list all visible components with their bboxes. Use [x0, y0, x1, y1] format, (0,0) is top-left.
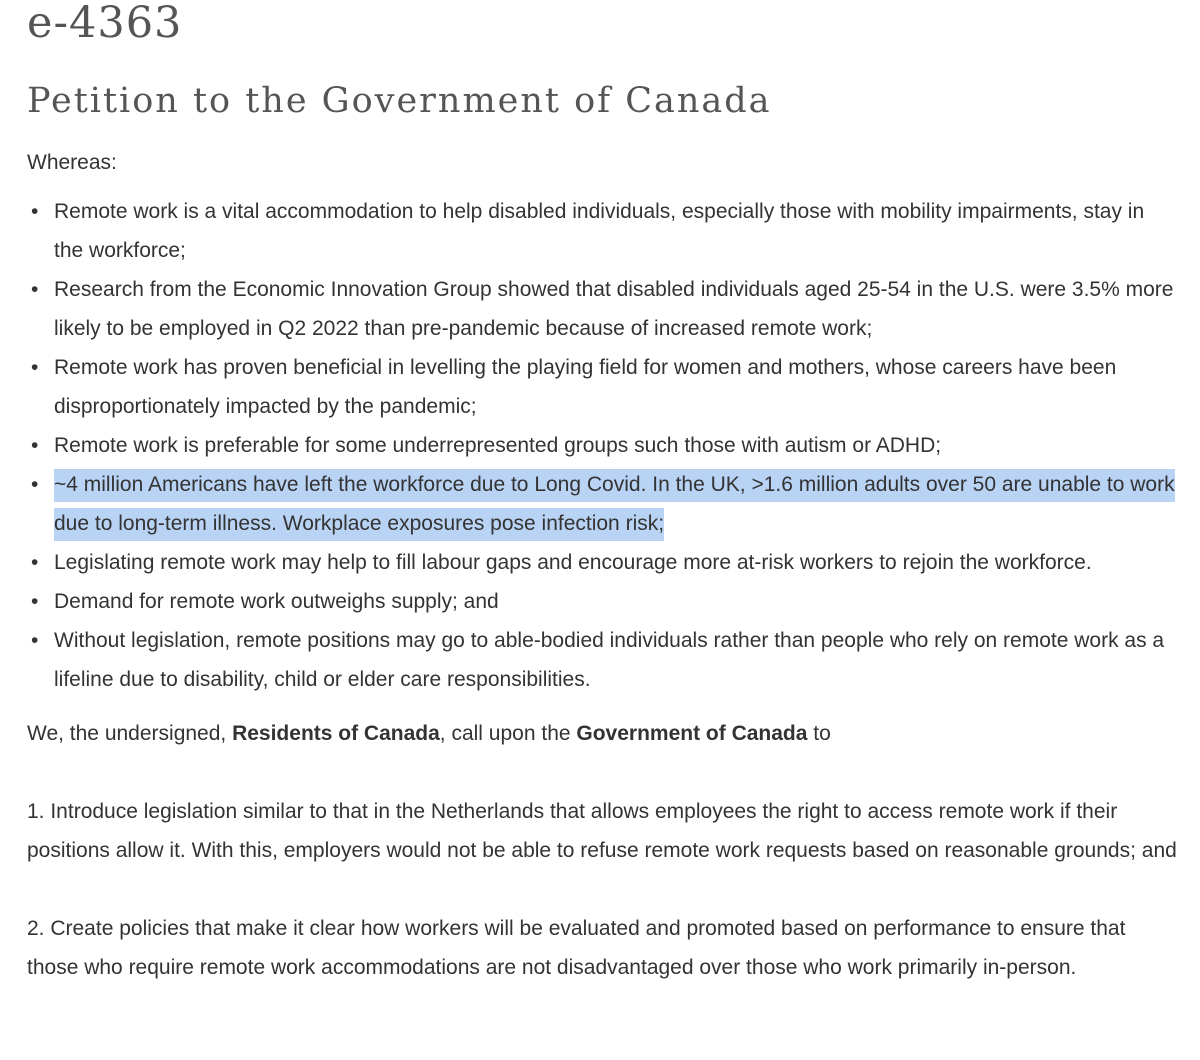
petition-number: e-4363 [27, 0, 183, 48]
selected-clause-text[interactable]: ~4 million Americans have left the workforce due to Long Covid. In the UK, >1.6 million adults over 50 are unable to work due to long-term illness. Workplace exposures pose infection risk; [54, 469, 1175, 541]
bullet-icon: • [31, 551, 39, 574]
ask-prefix: We, the undersigned, [27, 722, 233, 745]
whereas-clause-highlighted[interactable] [27, 465, 1177, 543]
request-item: 1. Introduce legislation similar to that in the Netherlands that allows employees the right to access remote work if their positions allow it. With this, employers would not be able to refuse remote work requests based on reasonable grounds; and [27, 800, 1177, 862]
bullet-icon: • [31, 590, 39, 613]
call-to-action [27, 714, 1177, 753]
bullet-icon: • [31, 356, 39, 379]
clause-text: Without legislation, remote positions may go to able-bodied individuals rather than people who rely on remote work as a lifeline due to disability, child or elder care responsibilities. [54, 629, 1165, 691]
clause-text: Remote work is a vital accommodation to help disabled individuals, especially those with mobility impairments, stay in the workforce; [54, 200, 1145, 262]
whereas-label: Whereas: [27, 151, 117, 174]
whereas-clause [27, 192, 1177, 270]
bullet-icon: • [31, 473, 39, 496]
bullet-icon: • [31, 278, 39, 301]
clause-text: Remote work is preferable for some underrepresented groups such those with autism or ADHD; [54, 434, 942, 457]
ask-suffix: to [807, 722, 831, 745]
whereas-clause [27, 543, 1177, 582]
addressee: Government of Canada [576, 722, 808, 745]
petition-body [27, 143, 1177, 987]
petitioners: Residents of Canada [232, 722, 440, 745]
bullet-icon: • [31, 200, 39, 223]
bullet-icon: • [31, 434, 39, 457]
clause-text: Research from the Economic Innovation Group showed that disabled individuals aged 25-54 in the U.S. were 3.5% more likely to be employed in Q2 2022 than pre-pandemic because of increased remote work; [54, 278, 1174, 340]
whereas-clause [27, 270, 1177, 348]
whereas-clause [27, 348, 1177, 426]
clause-text: Remote work has proven beneficial in levelling the playing field for women and mothers, whose careers have been disproportionately impacted by the pandemic; [54, 356, 1117, 418]
ask-middle: , call upon the [439, 722, 577, 745]
clause-text: Demand for remote work outweighs supply; and [54, 590, 499, 613]
clause-text: Legislating remote work may help to fill labour gaps and encourage more at-risk workers to rejoin the workforce. [54, 551, 1092, 574]
whereas-clause [27, 426, 1177, 465]
whereas-clause-list [27, 192, 1177, 699]
petition-title: Petition to the Government of Canada [27, 81, 772, 121]
whereas-clause [27, 621, 1177, 699]
request-item: 2. Create policies that make it clear how workers will be evaluated and promoted based on performance to ensure that those who require remote work accommodations are not disadvantaged over those who work primarily in-person. [27, 917, 1126, 979]
bullet-icon: • [31, 629, 39, 652]
whereas-clause [27, 582, 1177, 621]
